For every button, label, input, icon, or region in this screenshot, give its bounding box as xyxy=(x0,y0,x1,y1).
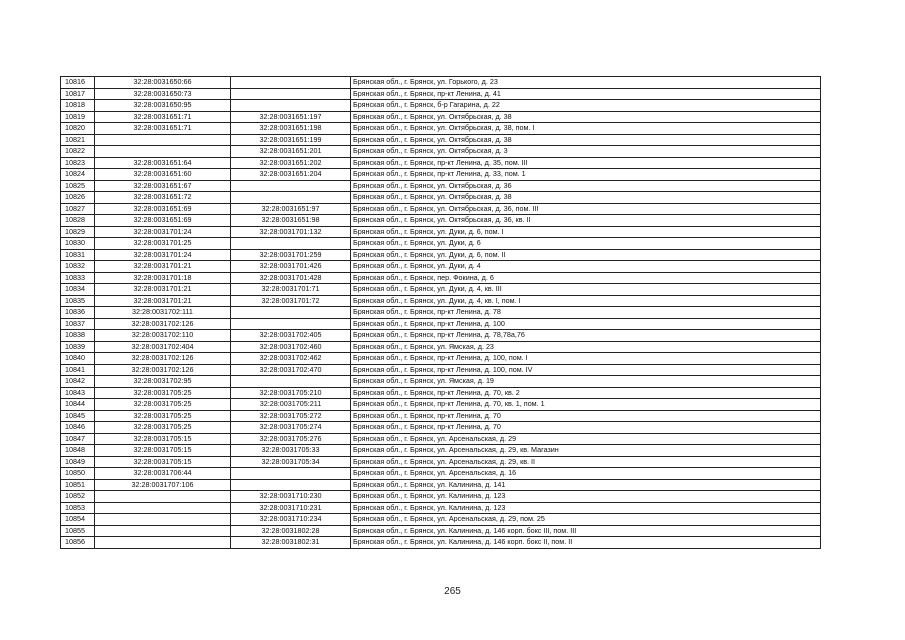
table-row xyxy=(61,410,821,422)
address-cell: Брянская обл., г. Брянск, пр-кт Ленина, д. 70, кв. 1, пом. 1 xyxy=(351,399,821,411)
row-number-cell: 10843 xyxy=(61,387,95,399)
row-number-cell: 10849 xyxy=(61,456,95,468)
table-row xyxy=(61,399,821,411)
table-row xyxy=(61,468,821,480)
row-number-cell: 10826 xyxy=(61,192,95,204)
row-number-cell: 10854 xyxy=(61,514,95,526)
cadastral-number-cell: 32:28:0031702:126 xyxy=(95,364,231,376)
cadastral-number-cell xyxy=(95,146,231,158)
object-cadastral-number-cell xyxy=(231,479,351,491)
table-row xyxy=(61,330,821,342)
cadastral-number-cell xyxy=(95,525,231,537)
table-row xyxy=(61,514,821,526)
object-cadastral-number-cell: 32:28:0031651:97 xyxy=(231,203,351,215)
address-cell: Брянская обл., г. Брянск, ул. Октябрьская, д. 38, пом. I xyxy=(351,123,821,135)
object-cadastral-number-cell: 32:28:0031710:230 xyxy=(231,491,351,503)
cadastral-number-cell: 32:28:0031705:15 xyxy=(95,433,231,445)
cadastral-number-cell: 32:28:0031701:24 xyxy=(95,249,231,261)
address-cell: Брянская обл., г. Брянск, пр-кт Ленина, д. 35, пом. III xyxy=(351,157,821,169)
row-number-cell: 10827 xyxy=(61,203,95,215)
cadastral-number-cell: 32:28:0031702:111 xyxy=(95,307,231,319)
row-number-cell: 10855 xyxy=(61,525,95,537)
cadastral-number-cell: 32:28:0031702:110 xyxy=(95,330,231,342)
table-row xyxy=(61,123,821,135)
row-number-cell: 10845 xyxy=(61,410,95,422)
address-cell: Брянская обл., г. Брянск, ул. Калинина, д. 141 xyxy=(351,479,821,491)
address-cell: Брянская обл., г. Брянск, ул. Горького, д. 23 xyxy=(351,77,821,89)
address-cell: Брянская обл., г. Брянск, ул. Дуки, д. 6, пом. II xyxy=(351,249,821,261)
object-cadastral-number-cell: 32:28:0031702:462 xyxy=(231,353,351,365)
address-cell: Брянская обл., г. Брянск, пр-кт Ленина, д. 78,78а,76 xyxy=(351,330,821,342)
row-number-cell: 10830 xyxy=(61,238,95,250)
object-cadastral-number-cell: 32:28:0031705:210 xyxy=(231,387,351,399)
row-number-cell: 10829 xyxy=(61,226,95,238)
cadastral-number-cell xyxy=(95,134,231,146)
object-cadastral-number-cell: 32:28:0031702:405 xyxy=(231,330,351,342)
object-cadastral-number-cell xyxy=(231,192,351,204)
address-cell: Брянская обл., г. Брянск, ул. Калинина, д. 146 корп. бокс II, пом. II xyxy=(351,537,821,549)
cadastral-number-cell: 32:28:0031702:404 xyxy=(95,341,231,353)
cadastral-number-cell: 32:28:0031701:21 xyxy=(95,295,231,307)
object-cadastral-number-cell: 32:28:0031702:470 xyxy=(231,364,351,376)
address-cell: Брянская обл., г. Брянск, ул. Арсенальская, д. 29, кв. Магазин xyxy=(351,445,821,457)
row-number-cell: 10819 xyxy=(61,111,95,123)
row-number-cell: 10842 xyxy=(61,376,95,388)
object-cadastral-number-cell: 32:28:0031802:31 xyxy=(231,537,351,549)
row-number-cell: 10821 xyxy=(61,134,95,146)
object-cadastral-number-cell: 32:28:0031701:132 xyxy=(231,226,351,238)
address-cell: Брянская обл., г. Брянск, ул. Октябрьская, д. 3 xyxy=(351,146,821,158)
table-row xyxy=(61,284,821,296)
table-row xyxy=(61,433,821,445)
object-cadastral-number-cell xyxy=(231,376,351,388)
address-cell: Брянская обл., г. Брянск, пр-кт Ленина, д. 70, кв. 2 xyxy=(351,387,821,399)
object-cadastral-number-cell xyxy=(231,77,351,89)
table-row xyxy=(61,134,821,146)
row-number-cell: 10847 xyxy=(61,433,95,445)
address-cell: Брянская обл., г. Брянск, ул. Калинина, д. 146 корп. бокс III, пом. III xyxy=(351,525,821,537)
address-cell: Брянская обл., г. Брянск, пр-кт Ленина, д. 70 xyxy=(351,410,821,422)
object-cadastral-number-cell xyxy=(231,238,351,250)
cadastral-number-cell: 32:28:0031705:25 xyxy=(95,410,231,422)
cadastral-number-cell: 32:28:0031706:44 xyxy=(95,468,231,480)
row-number-cell: 10820 xyxy=(61,123,95,135)
object-cadastral-number-cell: 32:28:0031651:198 xyxy=(231,123,351,135)
cadastral-number-cell xyxy=(95,502,231,514)
table-row xyxy=(61,169,821,181)
row-number-cell: 10833 xyxy=(61,272,95,284)
table-row xyxy=(61,353,821,365)
address-cell: Брянская обл., г. Брянск, ул. Октябрьская, д. 38 xyxy=(351,192,821,204)
row-number-cell: 10816 xyxy=(61,77,95,89)
address-cell: Брянская обл., г. Брянск, ул. Октябрьская, д. 36, пом. III xyxy=(351,203,821,215)
object-cadastral-number-cell: 32:28:0031701:428 xyxy=(231,272,351,284)
address-cell: Брянская обл., г. Брянск, ул. Дуки, д. 6, пом. I xyxy=(351,226,821,238)
row-number-cell: 10850 xyxy=(61,468,95,480)
address-cell: Брянская обл., г. Брянск, ул. Октябрьская, д. 38 xyxy=(351,111,821,123)
page-number: 265 xyxy=(444,586,461,597)
address-cell: Брянская обл., г. Брянск, ул. Калинина, д. 123 xyxy=(351,502,821,514)
row-number-cell: 10836 xyxy=(61,307,95,319)
cadastral-number-cell: 32:28:0031705:25 xyxy=(95,387,231,399)
object-cadastral-number-cell xyxy=(231,307,351,319)
address-cell: Брянская обл., г. Брянск, ул. Арсенальская, д. 29, кв. II xyxy=(351,456,821,468)
table-row xyxy=(61,157,821,169)
object-cadastral-number-cell: 32:28:0031705:33 xyxy=(231,445,351,457)
table-row xyxy=(61,295,821,307)
object-cadastral-number-cell: 32:28:0031651:98 xyxy=(231,215,351,227)
row-number-cell: 10834 xyxy=(61,284,95,296)
cadastral-number-cell: 32:28:0031702:126 xyxy=(95,318,231,330)
table-row xyxy=(61,77,821,89)
cadastral-number-cell: 32:28:0031651:69 xyxy=(95,203,231,215)
cadastral-number-cell xyxy=(95,514,231,526)
document-sheet xyxy=(60,76,821,549)
table-row xyxy=(61,479,821,491)
cadastral-number-cell: 32:28:0031701:24 xyxy=(95,226,231,238)
table-row xyxy=(61,422,821,434)
cadastral-number-cell xyxy=(95,537,231,549)
row-number-cell: 10822 xyxy=(61,146,95,158)
cadastral-number-cell: 32:28:0031707:106 xyxy=(95,479,231,491)
cadastral-number-cell: 32:28:0031650:66 xyxy=(95,77,231,89)
table-row xyxy=(61,192,821,204)
object-cadastral-number-cell: 32:28:0031701:426 xyxy=(231,261,351,273)
registry-table-body xyxy=(61,77,821,549)
row-number-cell: 10824 xyxy=(61,169,95,181)
table-row xyxy=(61,341,821,353)
row-number-cell: 10852 xyxy=(61,491,95,503)
table-row xyxy=(61,88,821,100)
row-number-cell: 10823 xyxy=(61,157,95,169)
cadastral-number-cell: 32:28:0031705:15 xyxy=(95,445,231,457)
table-row xyxy=(61,226,821,238)
cadastral-number-cell: 32:28:0031651:71 xyxy=(95,123,231,135)
cadastral-number-cell: 32:28:0031651:71 xyxy=(95,111,231,123)
address-cell: Брянская обл., г. Брянск, пр-кт Ленина, д. 100, пом. I xyxy=(351,353,821,365)
address-cell: Брянская обл., г. Брянск, пр-кт Ленина, д. 100, пом. IV xyxy=(351,364,821,376)
object-cadastral-number-cell: 32:28:0031651:202 xyxy=(231,157,351,169)
cadastral-number-cell: 32:28:0031701:18 xyxy=(95,272,231,284)
object-cadastral-number-cell: 32:28:0031705:272 xyxy=(231,410,351,422)
address-cell: Брянская обл., г. Брянск, ул. Ямская, д. 23 xyxy=(351,341,821,353)
table-row xyxy=(61,456,821,468)
object-cadastral-number-cell: 32:28:0031710:234 xyxy=(231,514,351,526)
table-row xyxy=(61,387,821,399)
object-cadastral-number-cell xyxy=(231,468,351,480)
row-number-cell: 10846 xyxy=(61,422,95,434)
cadastral-number-cell: 32:28:0031650:73 xyxy=(95,88,231,100)
address-cell: Брянская обл., г. Брянск, пр-кт Ленина, д. 100 xyxy=(351,318,821,330)
address-cell: Брянская обл., г. Брянск, ул. Арсенальская, д. 29 xyxy=(351,433,821,445)
table-row xyxy=(61,261,821,273)
address-cell: Брянская обл., г. Брянск, пер. Фокина, д. 6 xyxy=(351,272,821,284)
row-number-cell: 10839 xyxy=(61,341,95,353)
cadastral-number-cell: 32:28:0031651:69 xyxy=(95,215,231,227)
row-number-cell: 10835 xyxy=(61,295,95,307)
row-number-cell: 10818 xyxy=(61,100,95,112)
table-row xyxy=(61,100,821,112)
object-cadastral-number-cell: 32:28:0031702:460 xyxy=(231,341,351,353)
row-number-cell: 10832 xyxy=(61,261,95,273)
cadastral-number-cell: 32:28:0031701:21 xyxy=(95,261,231,273)
cadastral-number-cell xyxy=(95,491,231,503)
row-number-cell: 10838 xyxy=(61,330,95,342)
table-row xyxy=(61,376,821,388)
table-row xyxy=(61,215,821,227)
object-cadastral-number-cell: 32:28:0031710:231 xyxy=(231,502,351,514)
object-cadastral-number-cell: 32:28:0031701:259 xyxy=(231,249,351,261)
table-row xyxy=(61,364,821,376)
cadastral-number-cell: 32:28:0031701:21 xyxy=(95,284,231,296)
row-number-cell: 10817 xyxy=(61,88,95,100)
table-row xyxy=(61,111,821,123)
table-row xyxy=(61,238,821,250)
cadastral-number-cell: 32:28:0031702:126 xyxy=(95,353,231,365)
row-number-cell: 10856 xyxy=(61,537,95,549)
object-cadastral-number-cell: 32:28:0031651:197 xyxy=(231,111,351,123)
cadastral-number-cell: 32:28:0031651:72 xyxy=(95,192,231,204)
address-cell: Брянская обл., г. Брянск, пр-кт Ленина, д. 33, пом. 1 xyxy=(351,169,821,181)
object-cadastral-number-cell: 32:28:0031701:72 xyxy=(231,295,351,307)
row-number-cell: 10828 xyxy=(61,215,95,227)
row-number-cell: 10840 xyxy=(61,353,95,365)
row-number-cell: 10841 xyxy=(61,364,95,376)
cadastral-number-cell: 32:28:0031702:95 xyxy=(95,376,231,388)
table-row xyxy=(61,502,821,514)
cadastral-number-cell: 32:28:0031651:67 xyxy=(95,180,231,192)
object-cadastral-number-cell: 32:28:0031705:211 xyxy=(231,399,351,411)
table-row xyxy=(61,491,821,503)
table-row xyxy=(61,537,821,549)
table-row xyxy=(61,445,821,457)
address-cell: Брянская обл., г. Брянск, пр-кт Ленина, д. 70 xyxy=(351,422,821,434)
table-row xyxy=(61,525,821,537)
table-row xyxy=(61,146,821,158)
address-cell: Брянская обл., г. Брянск, пр-кт Ленина, д. 78 xyxy=(351,307,821,319)
object-cadastral-number-cell xyxy=(231,100,351,112)
address-cell: Брянская обл., г. Брянск, ул. Дуки, д. 4, кв. I, пом. I xyxy=(351,295,821,307)
row-number-cell: 10851 xyxy=(61,479,95,491)
address-cell: Брянская обл., г. Брянск, б-р Гагарина, д. 22 xyxy=(351,100,821,112)
address-cell: Брянская обл., г. Брянск, пр-кт Ленина, д. 41 xyxy=(351,88,821,100)
object-cadastral-number-cell: 32:28:0031651:204 xyxy=(231,169,351,181)
address-cell: Брянская обл., г. Брянск, ул. Дуки, д. 4, кв. III xyxy=(351,284,821,296)
address-cell: Брянская обл., г. Брянск, ул. Октябрьская, д. 38 xyxy=(351,134,821,146)
object-cadastral-number-cell: 32:28:0031701:71 xyxy=(231,284,351,296)
table-row xyxy=(61,318,821,330)
object-cadastral-number-cell: 32:28:0031705:34 xyxy=(231,456,351,468)
address-cell: Брянская обл., г. Брянск, ул. Калинина, д. 123 xyxy=(351,491,821,503)
address-cell: Брянская обл., г. Брянск, ул. Дуки, д. 4 xyxy=(351,261,821,273)
object-cadastral-number-cell xyxy=(231,180,351,192)
table-row xyxy=(61,272,821,284)
table-row xyxy=(61,203,821,215)
cadastral-number-cell: 32:28:0031651:60 xyxy=(95,169,231,181)
row-number-cell: 10837 xyxy=(61,318,95,330)
table-row xyxy=(61,249,821,261)
object-cadastral-number-cell: 32:28:0031651:201 xyxy=(231,146,351,158)
cadastral-number-cell: 32:28:0031705:25 xyxy=(95,422,231,434)
registry-table xyxy=(60,76,821,549)
address-cell: Брянская обл., г. Брянск, ул. Дуки, д. 6 xyxy=(351,238,821,250)
row-number-cell: 10848 xyxy=(61,445,95,457)
cadastral-number-cell: 32:28:0031705:25 xyxy=(95,399,231,411)
table-row xyxy=(61,180,821,192)
table-row xyxy=(61,307,821,319)
address-cell: Брянская обл., г. Брянск, ул. Ямская, д. 19 xyxy=(351,376,821,388)
cadastral-number-cell: 32:28:0031650:95 xyxy=(95,100,231,112)
row-number-cell: 10825 xyxy=(61,180,95,192)
cadastral-number-cell: 32:28:0031651:64 xyxy=(95,157,231,169)
address-cell: Брянская обл., г. Брянск, ул. Октябрьская, д. 36 xyxy=(351,180,821,192)
row-number-cell: 10853 xyxy=(61,502,95,514)
row-number-cell: 10844 xyxy=(61,399,95,411)
cadastral-number-cell: 32:28:0031701:25 xyxy=(95,238,231,250)
cadastral-number-cell: 32:28:0031705:15 xyxy=(95,456,231,468)
object-cadastral-number-cell: 32:28:0031705:276 xyxy=(231,433,351,445)
row-number-cell: 10831 xyxy=(61,249,95,261)
address-cell: Брянская обл., г. Брянск, ул. Октябрьская, д. 36, кв. II xyxy=(351,215,821,227)
object-cadastral-number-cell xyxy=(231,88,351,100)
address-cell: Брянская обл., г. Брянск, ул. Арсенальская, д. 29, пом. 25 xyxy=(351,514,821,526)
object-cadastral-number-cell xyxy=(231,318,351,330)
address-cell: Брянская обл., г. Брянск, ул. Арсенальская, д. 16 xyxy=(351,468,821,480)
object-cadastral-number-cell: 32:28:0031802:28 xyxy=(231,525,351,537)
object-cadastral-number-cell: 32:28:0031705:274 xyxy=(231,422,351,434)
object-cadastral-number-cell: 32:28:0031651:199 xyxy=(231,134,351,146)
